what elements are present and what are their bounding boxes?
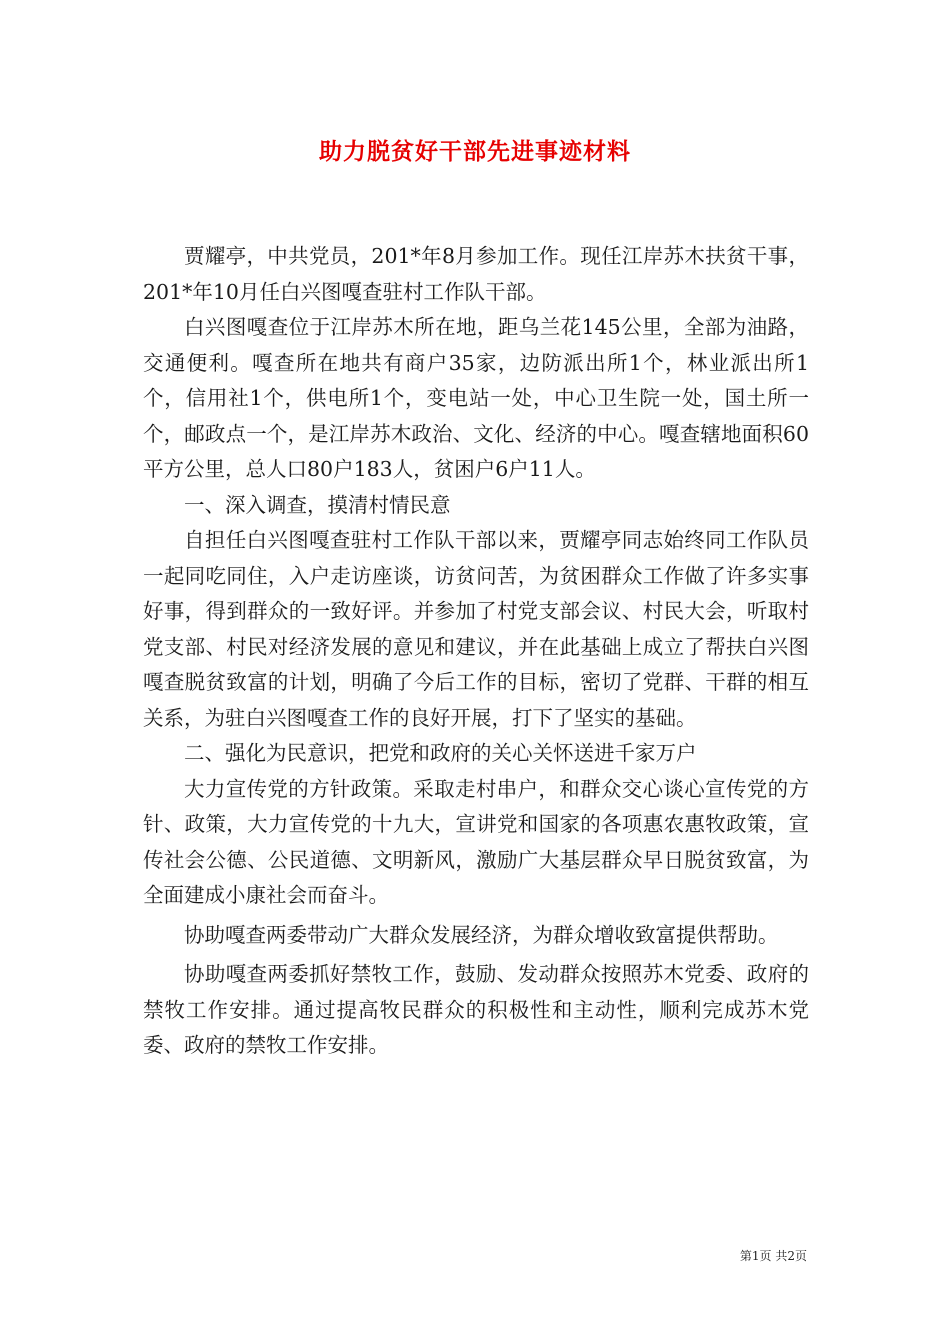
section-heading-1: 一、深入调查，摸清村情民意 [184, 492, 451, 517]
document-title: 助力脱贫好干部先进事迹材料 [319, 138, 631, 165]
page-number-footer: 第1页 共2页 [739, 1249, 807, 1263]
document-body [143, 239, 809, 1064]
paragraph-location: 白兴图嘎查位于江岸苏木所在地，距乌兰花145公里，全部为油路，交通便利。嘎查所在地共有商户35家，边防派出所1个，林业派出所1个，信用社1个，供电所1个，变电站一处，中心卫生院一处，国土所一个，邮政点一个，是江岸苏木政治、文化、经济的中心。嘎查辖地面积60平方公里，总人口80户183人，贫困户6户11人。 [143, 315, 809, 481]
paragraph-intro: 贾耀亭，中共党员，201*年8月参加工作。现任江岸苏木扶贫干事，201*年10月任白兴图嘎查驻村工作队干部。 [143, 244, 809, 304]
paragraph-grazing-ban: 协助嘎查两委抓好禁牧工作，鼓励、发动群众按照苏木党委、政府的禁牧工作安排。通过提高牧民群众的积极性和主动性，顺利完成苏木党委、政府的禁牧工作安排。 [143, 962, 809, 1057]
section-heading-2: 二、强化为民意识，把党和政府的关心关怀送进千家万户 [184, 741, 697, 765]
paragraph-policy: 大力宣传党的方针政策。采取走村串户，和群众交心谈心宣传党的方针、政策，大力宣传党的十九大，宣讲党和国家的各项惠农惠牧政策，宣传社会公德、公民道德、文明新风，激励广大基层群众早日脱贫致富，为全面建成小康社会而奋斗。 [143, 776, 809, 907]
paragraph-investigation: 自担任白兴图嘎查驻村工作队干部以来，贾耀亭同志始终同工作队员一起同吃同住，入户走访座谈，访贫问苦，为贫困群众工作做了许多实事好事，得到群众的一致好评。并参加了村党支部会议、村民大会，听取村党支部、村民对经济发展的意见和建议，并在此基础上成立了帮扶白兴图嘎查脱贫致富的计划，明确了今后工作的目标，密切了党群、干群的相互关系，为驻白兴图嘎查工作的良好开展，打下了坚实的基础。 [143, 528, 809, 730]
paragraph-economy: 协助嘎查两委带动广大群众发展经济，为群众增收致富提供帮助。 [184, 922, 779, 947]
